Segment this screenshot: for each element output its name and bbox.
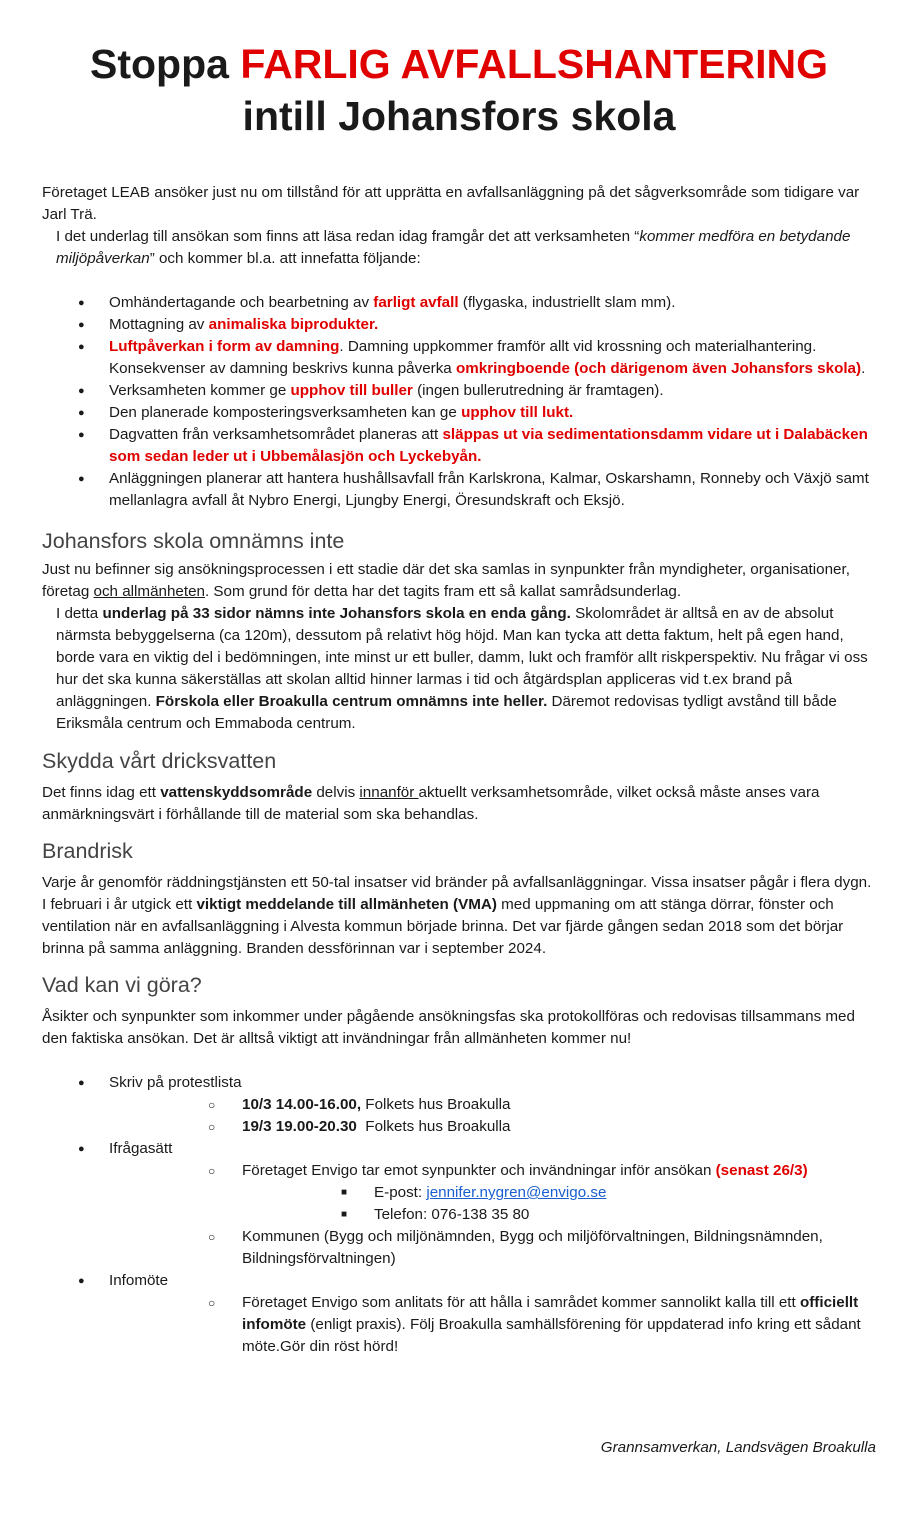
title-highlight: FARLIG AVFALLSHANTERING: [240, 41, 828, 87]
title-line2: intill Johansfors skola: [242, 93, 676, 139]
sub-item: ○ Företaget Envigo som anlitats för att hålla i samrådet kommer sannolikt kalla till ett officiellt infomöte (enligt praxis). Följ Broakulla samhällsförening för uppdaterad info kring ett sådant möte.Gör din röst hörd!: [176, 1292, 876, 1358]
water-paragraph: Det finns idag ett vattenskyddsområde delvis innanför aktuellt verksamhetsområde, vilket också måste anses vara anmärkningsvärt i förhållande till de material som ska behandlas.: [42, 784, 820, 823]
intro-quote: kommer medföra en betydande miljöpåverkan: [56, 228, 851, 267]
list-item: ● Anläggningen planerar att hantera hushållsavfall från Karlskrona, Kalmar, Oskarshamn, Ronneby och Växjö samt mellanlagra avfall åt Nybro Energi, Ljungby Energi, Öresundskraft och Eksjö.: [42, 468, 876, 512]
list-item: ● Den planerade komposteringsverksamheten kan ge upphov till lukt.: [42, 402, 876, 424]
email-link[interactable]: jennifer.nygren@envigo.se: [426, 1184, 607, 1201]
page-title: [42, 0, 876, 142]
school-paragraph-2: I detta underlag på 33 sidor nämns inte Johansfors skola en enda gång. Skolområdet är alltså en av de absolut närmsta bebyggelserna (ca 120m), dessutom på relativt hög höjd. Man kan tycka att detta faktum, helt på egen hand, borde vara en viktig del i bedömningen, inte minst ur ett buller, damm, lukt och framför allt riskperspektiv. Nu frågar vi oss hur det ska kunna säkerställas att skolan alltid hinner larmas i tid och åtgärdsplan appliceras vid t.ex brand på anläggningen. Förskola eller Broakulla centrum omnämns inte heller. Däremot redovisas tydligt avstånd till både Eriksmåla centrum och Emmaboda centrum.: [56, 605, 868, 732]
action-list: [42, 1072, 876, 1358]
fire-paragraph: Varje år genomför räddningstjänsten ett 50-tal insatser vid bränder på avfallsanläggningar. Vissa insatser pågår i flera dygn. I februari i år utgick ett viktigt meddelande till allmänheten (VMA) med uppmaning om att stänga dörrar, fönster och ventilation när en avfallsanläggning i Alvesta kommun började brinna. Det var fjärde gången sedan 2018 som det börjar brinna på samma anläggning. Branden dessförinnan var i september 2024.: [42, 874, 872, 957]
list-item: ● Mottagning av animaliska biprodukter.: [42, 314, 876, 336]
footer-signature: Grannsamverkan, Landsvägen Broakulla: [600, 1439, 876, 1456]
action-paragraph: Åsikter och synpunkter som inkommer under pågående ansökningsfas ska protokollföras och redovisas tillsammans med den faktiska ansökan. Det är alltså viktigt att invändningar från allmänheten kommer nu!: [42, 1008, 855, 1047]
list-item: ● Luftpåverkan i form av damning. Damning uppkommer framför allt vid krossning och materialhantering. Konsekvenser av damning beskrivs kunna påverka omkringboende (och därigenom även Johansfors skola).: [42, 336, 876, 380]
intro-text-end: ” och kommer bl.a. att innefatta följande:: [149, 250, 421, 267]
sub-item: ○ Kommunen (Bygg och miljönämnden, Bygg och miljöförvaltningen, Bildningsnämnden, Bildningsförvaltningen): [176, 1226, 876, 1270]
intro-paragraph-2: [42, 226, 876, 270]
list-item-protest: ● Skriv på protestlista ○ 10/3 14.00-16.00, Folkets hus Broakulla ○ 19/3 19.00-20.30 Folkets hus Broakulla: [42, 1072, 876, 1138]
section-heading-fire: Brandrisk: [42, 839, 133, 863]
list-item: ● Omhändertagande och bearbetning av farligt avfall (flygaska, industriellt slam mm).: [42, 292, 876, 314]
sub-item: ○ 19/3 19.00-20.30 Folkets hus Broakulla: [176, 1116, 876, 1138]
section-heading-water: Skydda vårt dricksvatten: [42, 749, 277, 773]
list-item-question: ● Ifrågasätt ○ Företaget Envigo tar emot synpunkter och invändningar inför ansökan (senast 26/3) ■ E-post: jennifer.nygren@envigo.se ■ Telefon: 076-138 35 80 ○ Kommunen (Bygg och miljönämnden, Bygg och miljöförvaltningen, Bildningsnämnden, Bildningsförvaltningen): [42, 1138, 876, 1270]
intro-paragraph-1: Företaget LEAB ansöker just nu om tillstånd för att upprätta en avfallsanläggning på det sågverksområde som tidigare var Jarl Trä.: [42, 184, 860, 223]
sub-item: ○ 10/3 14.00-16.00, Folkets hus Broakulla: [176, 1094, 876, 1116]
section-heading-school: Johansfors skola omnämns inte: [42, 529, 345, 553]
impact-list: [42, 292, 876, 512]
section-heading-action: Vad kan vi göra?: [42, 973, 202, 997]
title-prefix: Stoppa: [90, 41, 241, 87]
phone-item: ■ Telefon: 076-138 35 80: [308, 1204, 876, 1226]
email-item: ■ E-post: jennifer.nygren@envigo.se: [308, 1182, 876, 1204]
intro-text: I det underlag till ansökan som finns att läsa redan idag framgår det att verksamheten “: [56, 228, 640, 245]
school-paragraph-1: Just nu befinner sig ansökningsprocessen i ett stadie där det ska samlas in synpunkter från myndigheter, organisationer, företag och allmänheten. Som grund för detta har det tagits fram ett så kallat samrådsunderlag.: [42, 561, 850, 600]
sub-item: ○ Företaget Envigo tar emot synpunkter och invändningar inför ansökan (senast 26/3) ■ E-post: jennifer.nygren@envigo.se ■ Telefon: 076-138 35 80: [176, 1160, 876, 1226]
list-item-infomote: ● Infomöte ○ Företaget Envigo som anlitats för att hålla i samrådet kommer sannolikt kalla till ett officiellt infomöte (enligt praxis). Följ Broakulla samhällsförening för uppdaterad info kring ett sådant möte.Gör din röst hörd!: [42, 1270, 876, 1358]
list-item: ● Dagvatten från verksamhetsområdet planeras att släppas ut via sedimentationsdamm vidare ut i Dalabäcken som sedan leder ut i Ubbemålasjön och Lyckebyån.: [42, 424, 876, 468]
list-item: ● Verksamheten kommer ge upphov till buller (ingen bullerutredning är framtagen).: [42, 380, 876, 402]
